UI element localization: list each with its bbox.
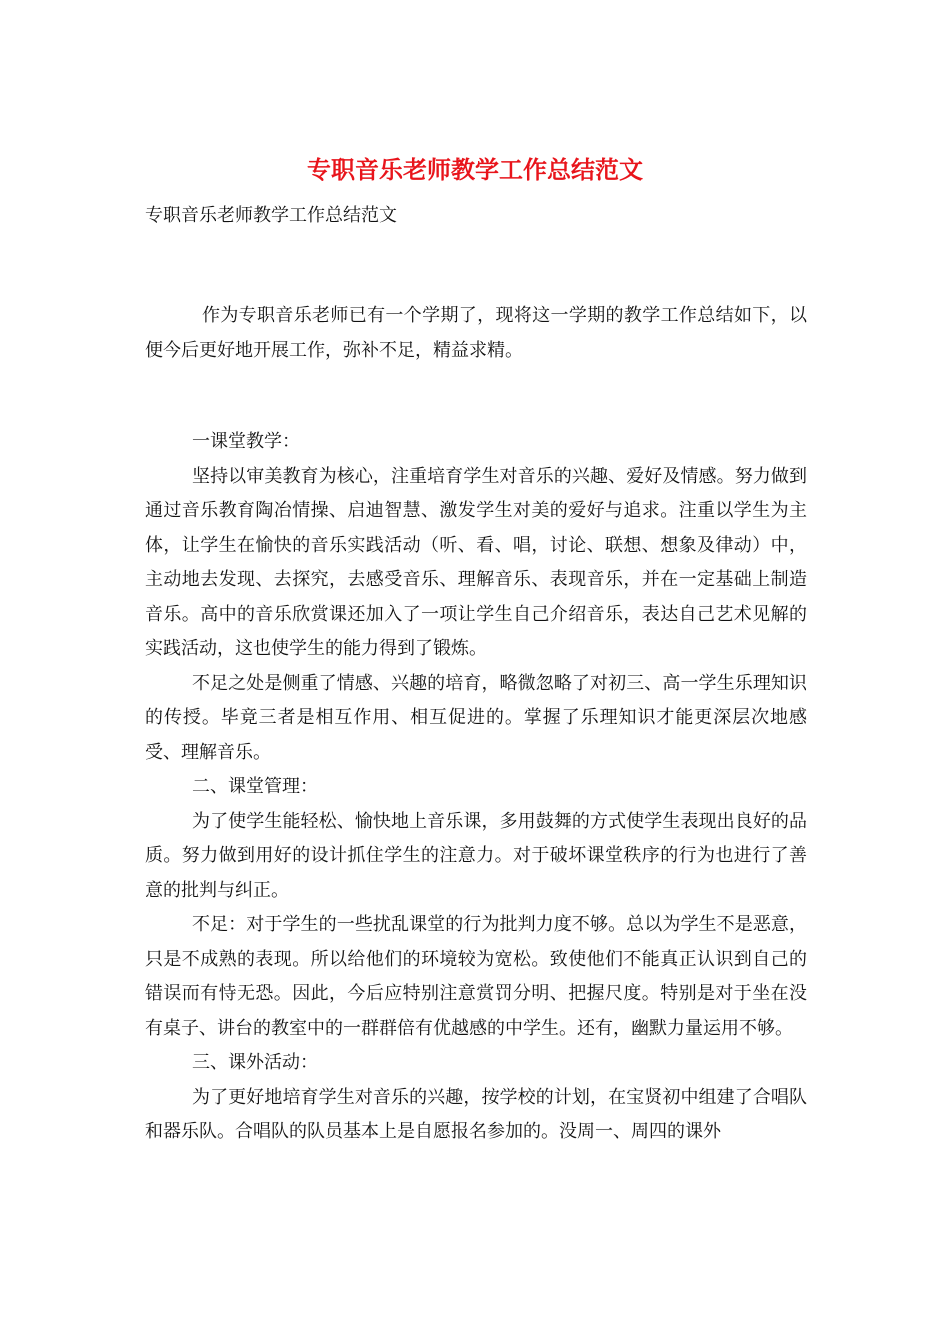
paragraph: 为了使学生能轻松、愉快地上音乐课，多用鼓舞的方式使学生表现出良好的品质。努力做到用好的设计抓住学生的注意力。对于破坏课堂秩序的行为也进行了善意的批判与纠正。 <box>145 810 807 901</box>
section-heading-classroom-teaching: 一课堂教学： <box>192 431 300 452</box>
paragraph: 不足：对于学生的一些扰乱课堂的行为批判力度不够。总以为学生不是恶意，只是不成熟的表现。所以给他们的环境较为宽松。致使他们不能真正认识到自己的错误而有恃无恐。因此，今后应特别注意赏罚分明、把握尺度。特别是对于坐在没有桌子、讲台的教室中的一群群倍有优越感的中学生。还有，幽默力量运用不够。 <box>145 914 807 1039</box>
intro-paragraph: 作为专职音乐老师已有一个学期了，现将这一学期的教学工作总结如下，以便今后更好地开展工作，弥补不足，精益求精。 <box>145 305 807 361</box>
paragraph: 为了更好地培育学生对音乐的兴趣，按学校的计划，在宝贤初中组建了合唱队和器乐队。合唱队的队员基本上是自愿报名参加的。没周一、周四的课外 <box>145 1086 807 1142</box>
section-heading-classroom-management: 二、课堂管理： <box>192 776 318 797</box>
section-heading-extracurricular: 三、课外活动： <box>192 1052 318 1073</box>
document-title: 专职音乐老师教学工作总结范文 <box>307 155 643 184</box>
paragraph: 坚持以审美教育为核心，注重培育学生对音乐的兴趣、爱好及情感。努力做到通过音乐教育陶冶情操、启迪智慧、激发学生对美的爱好与追求。注重以学生为主体，让学生在愉快的音乐实践活动（听、看、唱，讨论、联想、想象及律动）中，主动地去发现、去探究，去感受音乐、理解音乐、表现音乐，并在一定基础上制造音乐。高中的音乐欣赏课还加入了一项让学生自己介绍音乐，表达自己艺术见解的实践活动，这也使学生的能力得到了锻炼。 <box>145 465 807 659</box>
body-text <box>145 425 807 1150</box>
intro-block <box>145 299 807 368</box>
document-subtitle: 专职音乐老师教学工作总结范文 <box>145 205 397 226</box>
paragraph: 不足之处是侧重了情感、兴趣的培育，略微忽略了对初三、高一学生乐理知识的传授。毕竟三者是相互作用、相互促进的。掌握了乐理知识才能更深层次地感受、理解音乐。 <box>145 672 807 763</box>
